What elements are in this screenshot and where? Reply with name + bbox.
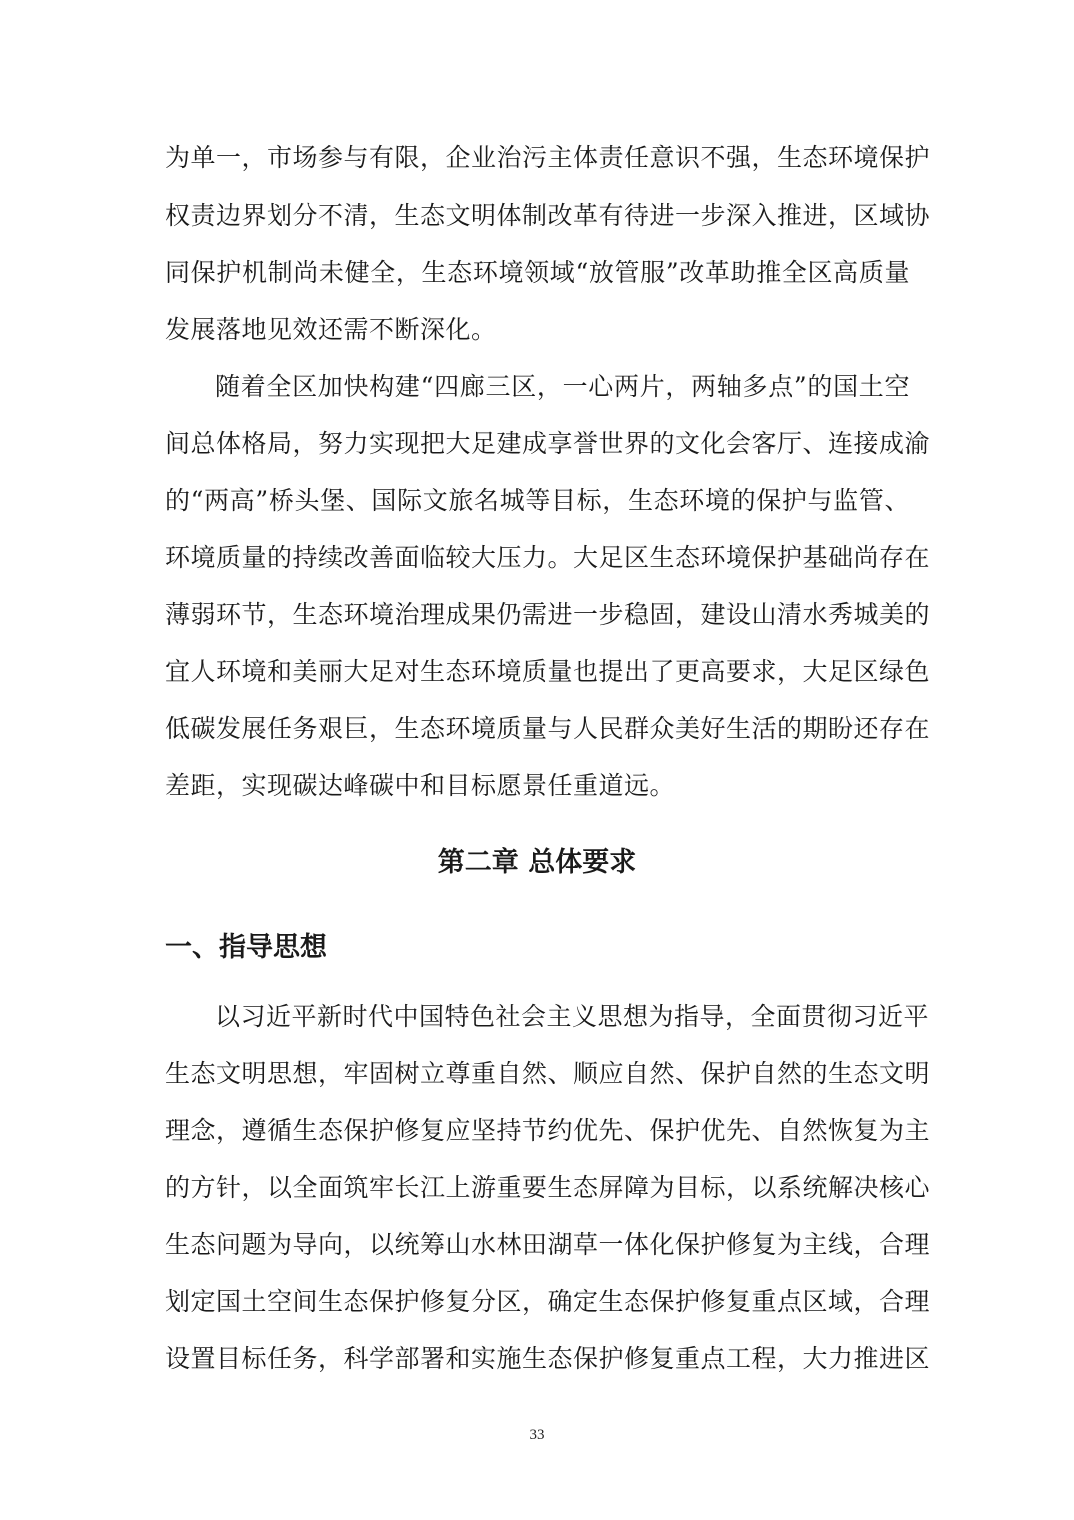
paragraph-line: 的“两高”桥头堡、国际文旅名城等目标，生态环境的保护与监管、 [165,486,910,515]
paragraph-line: 间总体格局，努力实现把大足建成享誉世界的文化会客厅、连接成渝 [165,429,931,458]
paragraph-line: 宜人环境和美丽大足对生态环境质量也提出了更高要求，大足区绿色 [165,657,931,686]
paragraph-line: 权责边界划分不清，生态文明体制改革有待进一步深入推进，区域协 [165,201,931,230]
paragraph-line: 理念，遵循生态保护修复应坚持节约优先、保护优先、自然恢复为主 [165,1116,931,1145]
chapter-title: 第二章 总体要求 [437,847,637,878]
paragraph-line: 生态问题为导向，以统筹山水林田湖草一体化保护修复为主线，合理 [165,1230,931,1259]
paragraph-line: 的方针，以全面筑牢长江上游重要生态屏障为目标，以系统解决核心 [165,1173,931,1202]
paragraph-line: 设置目标任务，科学部署和实施生态保护修复重点工程，大力推进区 [165,1344,931,1373]
paragraph-line: 同保护机制尚未健全，生态环境领域“放管服”改革助推全区高质量 [165,258,910,287]
paragraph-line: 划定国土空间生态保护修复分区，确定生态保护修复重点区域，合理 [165,1287,931,1316]
paragraph-line: 为单一，市场参与有限，企业治污主体责任意识不强，生态环境保护 [165,143,931,172]
paragraph-line: 薄弱环节，生态环境治理成果仍需进一步稳固，建设山清水秀城美的 [165,600,931,629]
paragraph-line: 差距，实现碳达峰碳中和目标愿景任重道远。 [165,771,676,800]
paragraph-line: 环境质量的持续改善面临较大压力。大足区生态环境保护基础尚存在 [165,543,931,572]
paragraph-line: 发展落地见效还需不断深化。 [165,315,497,344]
paragraph-line: 随着全区加快构建“四廊三区，一心两片，两轴多点”的国土空 [215,372,910,401]
paragraph-line: 生态文明思想，牢固树立尊重自然、顺应自然、保护自然的生态文明 [165,1059,931,1088]
section-title: 一、指导思想 [165,932,327,963]
paragraph-line: 低碳发展任务艰巨，生态环境质量与人民群众美好生活的期盼还存在 [165,714,931,743]
page-number: 33 [529,1427,545,1443]
paragraph-line: 以习近平新时代中国特色社会主义思想为指导，全面贯彻习近平 [215,1002,930,1031]
